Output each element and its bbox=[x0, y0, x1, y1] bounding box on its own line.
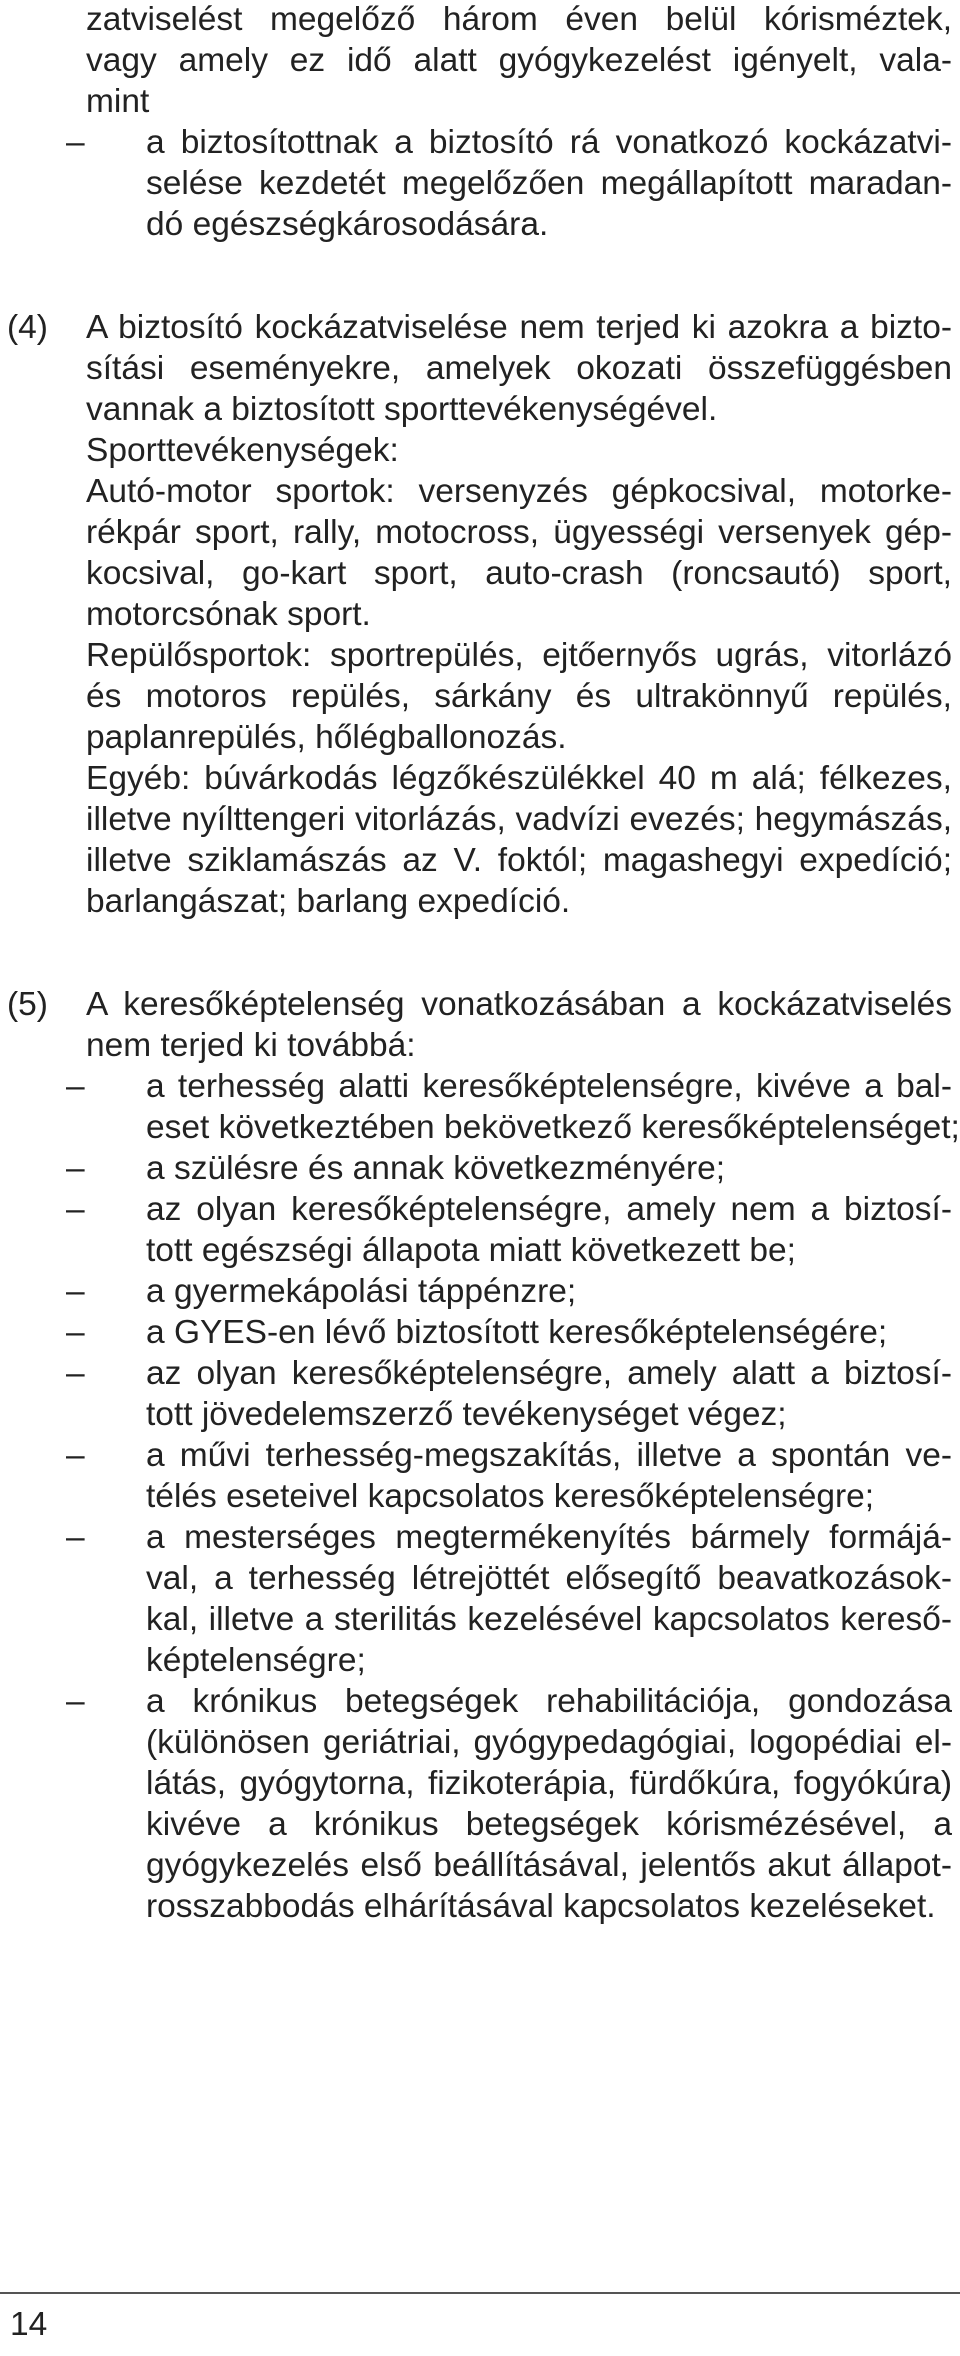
text-line: nem terjed ki továbbá: bbox=[86, 1027, 416, 1064]
text-line: Egyéb: búvárkodás légzőkészülékkel 40 m alá; félkezes, bbox=[86, 760, 952, 797]
text-line: kal, illetve a sterilitás kezelésével kapcsolatos kereső- bbox=[146, 1601, 952, 1638]
text-line: rékpár sport, rally, motocross, ügyességi versenyek gép- bbox=[86, 514, 952, 551]
text-line: illetve nyílttengeri vitorlázás, vadvízi evezés; hegymászás, bbox=[86, 801, 952, 838]
text-line: képtelenségre; bbox=[146, 1642, 366, 1679]
text-line: vagy amely ez idő alatt gyógykezelést igényelt, vala- bbox=[86, 42, 952, 79]
text-line: és motoros repülés, sárkány és ultrakönnyű repülés, bbox=[86, 678, 952, 715]
text-line: mint bbox=[86, 83, 150, 120]
text-line: illetve sziklamászás az V. foktól; magashegyi expedíció; bbox=[86, 842, 952, 879]
text-line: a mesterséges megtermékenyítés bármely formájá- bbox=[146, 1519, 952, 1556]
text-line: az olyan keresőképtelenségre, amely nem a biztosí- bbox=[146, 1191, 952, 1228]
text-line: tott egészségi állapota miatt következett be; bbox=[146, 1232, 796, 1269]
text-line: vannak a biztosított sporttevékenységével. bbox=[86, 391, 718, 428]
text-line: Repülősportok: sportrepülés, ejtőernyős ugrás, vitorlázó bbox=[86, 637, 952, 674]
text-line: barlangászat; barlang expedíció. bbox=[86, 883, 571, 920]
list-dash: – bbox=[66, 1191, 85, 1228]
list-dash: – bbox=[66, 1683, 85, 1720]
text-line: val, a terhesség létrejöttét elősegítő beavatkozások- bbox=[146, 1560, 952, 1597]
text-line: motorcsónak sport. bbox=[86, 596, 371, 633]
text-line: Sporttevékenységek: bbox=[86, 432, 399, 469]
text-line: a terhesség alatti keresőképtelenségre, kivéve a bal- bbox=[146, 1068, 952, 1105]
text-line: paplanrepülés, hőlégballonozás. bbox=[86, 719, 567, 756]
text-line: rosszabbodás elhárításával kapcsolatos kezeléseket. bbox=[146, 1888, 936, 1925]
footer-rule bbox=[0, 2292, 960, 2294]
text-line: A biztosító kockázatviselése nem terjed ki azokra a bizto- bbox=[86, 309, 952, 346]
text-line: gyógykezelés első beállításával, jelentős akut állapot- bbox=[146, 1847, 952, 1884]
text-line: az olyan keresőképtelenségre, amely alatt a biztosí- bbox=[146, 1355, 952, 1392]
text-line: tott jövedelemszerző tevékenységet végez; bbox=[146, 1396, 787, 1433]
text-line: selése kezdetét megelőzően megállapított maradan- bbox=[146, 165, 952, 202]
text-line: a gyermekápolási táppénzre; bbox=[146, 1273, 577, 1310]
text-line: a művi terhesség-megszakítás, illetve a spontán ve- bbox=[146, 1437, 952, 1474]
text-line: a krónikus betegségek rehabilitációja, gondozása bbox=[146, 1683, 952, 1720]
text-line: (különösen geriátriai, gyógypedagógiai, logopédiai el- bbox=[146, 1724, 952, 1761]
text-line: a GYES-en lévő biztosított keresőképtelenségére; bbox=[146, 1314, 888, 1351]
text-line: zatviselést megelőző három éven belül kórisméztek, bbox=[86, 1, 952, 38]
text-line: sítási eseményekre, amelyek okozati összefüggésben bbox=[86, 350, 952, 387]
list-dash: – bbox=[66, 1314, 85, 1351]
text-line: a biztosítottnak a biztosító rá vonatkozó kockázatvi- bbox=[146, 124, 952, 161]
text-line: eset következtében bekövetkező keresőképtelenséget; bbox=[146, 1109, 960, 1146]
list-dash: – bbox=[66, 1150, 85, 1187]
list-dash: – bbox=[66, 1273, 85, 1310]
page-number: 14 bbox=[10, 2306, 48, 2343]
text-line: dó egészségkárosodására. bbox=[146, 206, 549, 243]
text-line: télés eseteivel kapcsolatos keresőképtelenségre; bbox=[146, 1478, 875, 1515]
list-dash: – bbox=[66, 1519, 85, 1556]
section-number: (5) bbox=[7, 986, 48, 1023]
text-line: a szülésre és annak következményére; bbox=[146, 1150, 726, 1187]
text-line: A keresőképtelenség vonatkozásában a kockázatviselés bbox=[86, 986, 952, 1023]
text-line: látás, gyógytorna, fizikoterápia, fürdőkúra, fogyókúra) bbox=[146, 1765, 952, 1802]
list-dash: – bbox=[66, 1437, 85, 1474]
text-line: kocsival, go-kart sport, auto-crash (roncsautó) sport, bbox=[86, 555, 952, 592]
text-line: kivéve a krónikus betegségek kórismézésével, a bbox=[146, 1806, 952, 1843]
list-dash: – bbox=[66, 1068, 85, 1105]
list-dash: – bbox=[66, 124, 85, 161]
list-dash: – bbox=[66, 1355, 85, 1392]
text-line: Autó-motor sportok: versenyzés gépkocsival, motorke- bbox=[86, 473, 952, 510]
section-number: (4) bbox=[7, 309, 48, 346]
